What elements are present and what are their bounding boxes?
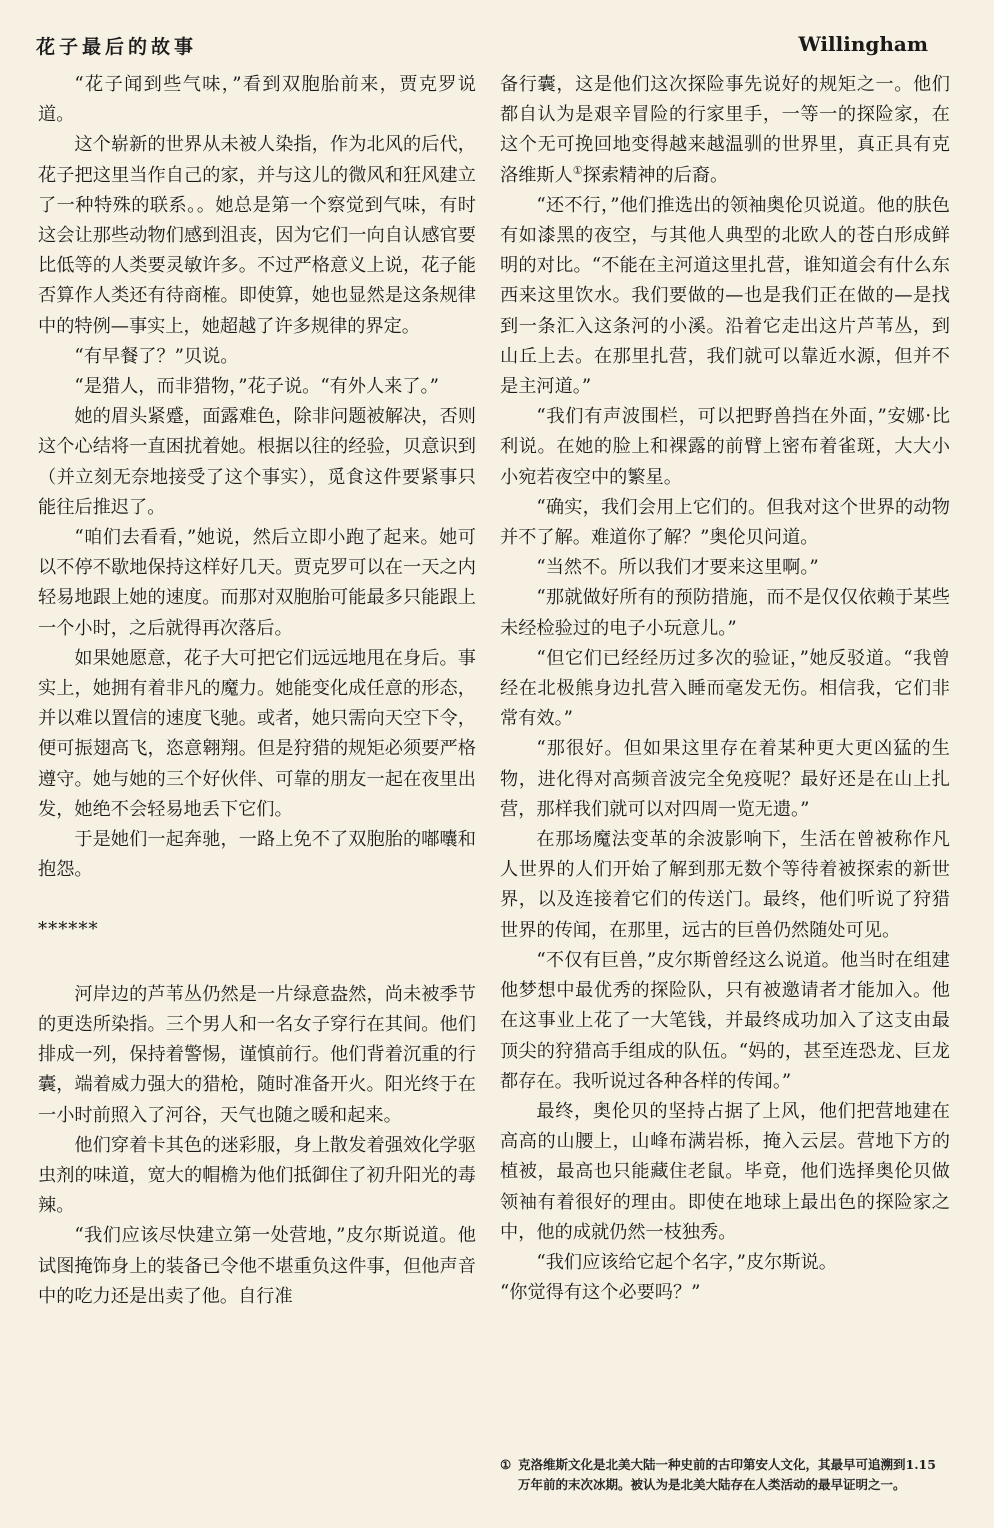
paragraph: “咱们去看看，”她说，然后立即小跑了起来。她可以不停不歇地保持这样好几天。贾克罗可以在一天之内轻易地跟上她的速度。而那对双胞胎可能最多只能跟上一个小时，之后就得再次落后。 [38,527,476,639]
paragraph: “是猎人，而非猎物，”花子说。“有外人来了。” [74,376,439,398]
paragraph: “当然不。所以我们才要来这里啊。” [536,557,819,579]
paragraph-text: 探索精神的后裔。 [582,164,729,186]
left-column [38,70,476,1312]
page-header [36,32,928,64]
paragraph: 她的眉头紧蹙，面露难色，除非问题被解决，否则这个心结将一直困扰着她。根据以往的经验，贝意识到（并立刻无奈地接受了这个事实），觅食这件要紧事只能往后推迟了。 [38,406,476,518]
footnote-mark: ① [500,1457,512,1472]
paragraph: “确实，我们会用上它们的。但我对这个世界的动物并不了解。难道你了解？”奥伦贝问道。 [500,496,950,549]
paragraph: “那很好。但如果这里存在着某种更大更凶猛的生物，进化得对高频音波完全免疫呢？最好还是在山上扎营，那样我们就可以对四周一览无遗。” [500,738,950,820]
paragraph: 如果她愿意，花子大可把它们远远地甩在身后。事实上，她拥有着非凡的魔力。她能变化成任意的形态，并以难以置信的速度飞驰。或者，她只需向天空下令，便可振翅高飞，恣意翱翔。但是狩猎的规矩必须要严格遵守。她与她的三个好伙伴、可靠的朋友一起在夜里出发，她绝不会轻易地丢下它们。 [38,647,476,820]
section-separator: ****** [38,919,99,941]
paragraph-continued [500,70,950,191]
footnote-text: 克洛维斯文化是北美大陆一种史前的古印第安人文化，其最早可追溯到1.15万年前的末次冰期。被认为是北美大陆存在人类活动的最早证明之一。 [518,1457,936,1492]
book-title: 花子最后的故事 [36,36,198,58]
paragraph: “有早餐了？”贝说。 [74,345,239,367]
paragraph: 在那场魔法变革的余波影响下，生活在曾被称作凡人世界的人们开始了解到那无数个等待着被探索的新世界，以及连接着它们的传送门。最终，他们听说了狩猎世界的传闻，在那里，远古的巨兽仍然随处可见。 [500,829,950,941]
paragraph: 这个崭新的世界从未被人染指，作为北风的后代，花子把这里当作自己的家，并与这儿的微风和狂风建立了一种特殊的联系。。她总是第一个察觉到气味，有时这会让那些动物们感到沮丧，因为它们一向自认感官要比低等的人类要灵敏许多。不过严格意义上说，花子能否算作人类还有待商榷。即使算，她也显然是这条规律中的特例—事实上，她超越了许多规律的界定。 [38,134,476,337]
footnote [500,1455,946,1495]
paragraph: “不仅有巨兽，”皮尔斯曾经这么说道。他当时在组建他梦想中最优秀的探险队，只有被邀请者才能加入。他在这事业上花了一大笔钱，并最终成功加入了这支由最顶尖的狩猎高手组成的队伍。“妈的，甚至连恐龙、巨龙都存在。我听说过各种各样的传闻。” [500,949,950,1092]
paragraph: 河岸边的芦苇丛仍然是一片绿意盎然，尚未被季节的更迭所染指。三个男人和一名女子穿行在其间。他们排成一列，保持着警惕，谨慎前行。他们背着沉重的行囊，端着威力强大的猎枪，随时准备开火。阳光终于在一小时前照入了河谷，天气也随之暖和起来。 [38,983,476,1126]
paragraph: 于是她们一起奔驰，一路上免不了双胞胎的嘟囔和抱怨。 [38,829,476,881]
paragraph: “花子闻到些气味，”看到双胞胎前来，贾克罗说道。 [38,74,476,126]
paragraph-text: 备行囊，这是他们这次探险事先说好的规矩之一。他们都自认为是艰辛冒险的行家里手，一等一的探险家，在这个无可挽回地变得越来越温驯的世界里，真正具有克洛维斯人 [500,74,950,186]
paragraph: “我们应该给它起个名字，”皮尔斯说。 [536,1251,837,1273]
paragraph: “还不行，”他们推选出的领袖奥伦贝说道。他的肤色有如漆黑的夜空，与其他人典型的北欧人的苍白形成鲜明的对比。“不能在主河道这里扎营，谁知道会有什么东西来这里饮水。我们要做的—也是我们正在做的—是找到一条汇入这条河的小溪。沿着它走出这片芦苇丛，到山丘上去。在那里扎营，我们就可以靠近水源，但并不是主河道。” [500,194,950,398]
footnote-reference[interactable]: ① [572,163,583,177]
paragraph: 最终，奥伦贝的坚持占据了上风，他们把营地建在高高的山腰上，山峰布满岩栎，掩入云层。营地下方的植被，最高也只能藏住老鼠。毕竟，他们选择奥伦贝做领袖有着很好的理由。即使在地球上最出色的探险家之中，他的成就仍然一枝独秀。 [500,1100,950,1243]
paragraph: “我们应该尽快建立第一处营地，”皮尔斯说道。他试图掩饰身上的装备已令他不堪重负这件事，但他声音中的吃力还是出卖了他。自行准 [38,1225,476,1307]
paragraph: “那就做好所有的预防措施，而不是仅仅依赖于某些未经检验过的电子小玩意儿。” [500,587,950,639]
author-name: Willingham [798,32,928,56]
paragraph: “但它们已经经历过多次的验证，”她反驳道。“我曾经在北极熊身边扎营入睡而毫发无伤。相信我，它们非常有效。” [500,647,950,730]
paragraph: 他们穿着卡其色的迷彩服，身上散发着强效化学驱虫剂的味道，宽大的帽檐为他们抵御住了初升阳光的毒辣。 [38,1134,476,1217]
paragraph: “你觉得有这个必要吗？” [500,1282,701,1304]
paragraph: “我们有声波围栏，可以把野兽挡在外面，”安娜·比利说。在她的脸上和裸露的前臂上密布着雀斑，大大小小宛若夜空中的繁星。 [500,406,950,488]
right-column [500,70,950,1308]
